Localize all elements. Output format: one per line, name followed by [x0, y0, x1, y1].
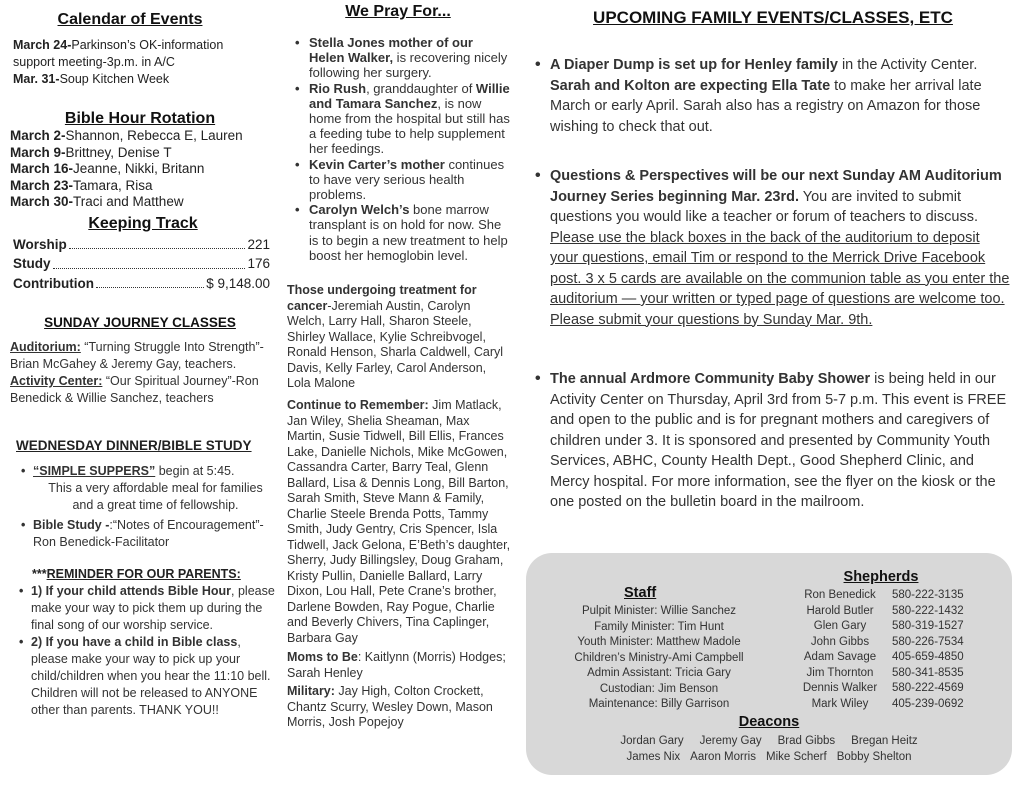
staff-line: Admin Assistant: Tricia Gary: [587, 667, 731, 679]
pray-list: [285, 35, 511, 263]
reminder-item: • 1) If your child attends Bible Hour, please make your way to pick them up during the final song of our worship service.: [18, 583, 276, 634]
bible-study-item: • Bible Study -:“Notes of Encouragement”-Ron Benedick-Facilitator: [20, 517, 272, 551]
bible-hour-item: March 30-Traci and Matthew: [10, 194, 184, 209]
staff-line: Pulpit Minister: Willie Sanchez: [581, 605, 737, 617]
staff-line: Custodian: Jim Benson: [599, 682, 719, 695]
shepherd-row: Jim Thornton 580-341-8535: [806, 666, 964, 679]
deacon-row: [526, 750, 1012, 766]
reminder-item: • 2) If you have a child in Bible class, please make your way to pick up your child/children when you hear the 11:10 bell. Children will not be released to ANYONE other than parents. THANK YOU!!: [18, 634, 276, 719]
deacon-name: James Nix: [626, 750, 681, 763]
shepherd-row: Glen Gary 580-319-1527: [813, 620, 964, 632]
military-block: Military: Jay High, Colton Crockett, Chantz Scurry, Wesley Down, Mason Morris, Josh Popejoy: [287, 684, 493, 729]
deacon-name: Mike Scherf: [765, 750, 827, 763]
staff-line: Family Minister: Tim Hunt: [594, 620, 724, 633]
shepherd-row: John Gibbs 580-226-7534: [810, 635, 964, 648]
suppers-note: This a very affordable meal for families and a great time of fellowship.: [48, 481, 263, 512]
remember-block: Continue to Remember: Jim Matlack, Jan Wiley, Shelia Sheaman, Max Martin, Susie Tidwell, Bill Ellis, Frances Lake, Danielle Nichols, Mike McGowen, Cassandra Carter, Barry Teal, Glenn Ballard, Lisa & Dennis Long, Bill Barton, Sarah Smith, Steve Mann & Family, Charlie Steele Brenda Potts, Tammy Smith, Judy Gentry, Cris Spencer, Isla Tidwell, Jack Gelona, E’Beth’s daughter, Sherry, Judy Billingsley, Doug Graham, Kristy Pullin, Danielle Ballard, Larry Dixon, Lou Hall, Pete Crane’s brother, Darlene Bowden, Ray Pogue, Charlie and Beverly Chivers, Tina Caplinger, Barbara Gay: [287, 398, 511, 645]
shepherd-row: Dennis Walker 580-222-4569: [802, 682, 964, 694]
shepherds-title: Shepherds: [843, 569, 919, 585]
deacon-name: Jeremy Gay: [699, 735, 762, 747]
pray-item: • Rio Rush, granddaughter of Willie and Tamara Sanchez, is now home from the hospital but still has a feeding tube to help supplement her feedings.: [285, 81, 511, 157]
shepherd-row: Adam Savage 405-659-4850: [803, 651, 964, 663]
pray-item: • Kevin Carter’s mother continues to have very serious health problems.: [285, 157, 511, 203]
bible-hour-item: March 23-Tamara, Risa: [10, 177, 153, 193]
calendar-title: Calendar of Events: [57, 11, 203, 28]
deacon-name: Jordan Gary: [620, 735, 684, 747]
deacons-list: [526, 734, 1012, 765]
bible-hour-title: Bible Hour Rotation: [64, 110, 216, 127]
cancer-block: Those undergoing treatment for cancer-Jeremiah Austin, Carolyn Welch, Larry Hall, Sharon Steele, Shirley Wallace, Kylie Schreibvogel, Ronald Henson, Sharla Caldwell, Caryl Davis, Kelly Farley, Carol Anderson, Lola Malone: [287, 283, 504, 390]
activity-center-class: Activity Center: “Our Spiritual Journey”-Ron Benedick & Willie Sanchez, teachers: [10, 374, 259, 405]
reminder-title: ***REMINDER FOR OUR PARENTS:: [32, 567, 241, 581]
events-list: [533, 369, 1011, 513]
deacon-name: Bregan Heitz: [851, 735, 918, 747]
track-row-contribution: Contribution $ 9,148.00: [13, 275, 270, 291]
event-questions-perspectives: • Questions & Perspectives will be our next Sunday AM Auditorium Journey Series beginning Mar. 23rd. You are invited to submit questions you would like a teacher or forum of teachers to discuss. Please use the black boxes in the back of the auditorium to deposit your questions, email Tim or respond to the Merrick Drive Facebook post. 3 x 5 cards are available on the communion table as you enter the auditorium — your written or typed page of questions are welcome too. Please submit your questions by Sunday Mar. 9th.: [533, 166, 1011, 330]
moms-block: Moms to Be: Kaitlynn (Morris) Hodges; Sarah Henley: [287, 650, 506, 680]
deacon-row: [526, 734, 1012, 750]
deacon-name: Brad Gibbs: [777, 735, 836, 747]
shepherds-list: [796, 588, 996, 712]
events-list: [533, 166, 1011, 330]
pray-item: • Carolyn Welch’s bone marrow transplant is on hold for now. She is to begin a new treatment to help boost her hemoglobin level.: [285, 202, 511, 263]
staff-line: Children’s Ministry-Ami Campbell: [574, 651, 744, 664]
staff-title: Staff: [624, 585, 657, 601]
calendar-item: Mar. 31-Soup Kitchen Week: [13, 72, 170, 86]
staff-line: Youth Minister: Matthew Madole: [577, 636, 741, 648]
track-row-study: Study 176: [13, 256, 270, 272]
bible-hour-item: March 9-Brittney, Denise T: [10, 144, 172, 160]
keeping-track-title: Keeping Track: [88, 215, 198, 232]
wednesday-list: [20, 463, 272, 551]
deacon-name: Aaron Morris: [690, 750, 756, 763]
events-list: [533, 55, 1011, 137]
events-title: UPCOMING FAMILY EVENTS/CLASSES, ETC: [593, 8, 953, 27]
pray-item: • Stella Jones mother of our Helen Walker, is recovering nicely following her surgery.: [285, 35, 511, 81]
journey-classes-body: [10, 339, 272, 407]
auditorium-class: Auditorium: “Turning Struggle Into Strength”-Brian McGahey & Jeremy Gay, teachers.: [10, 340, 264, 371]
journey-classes-title: SUNDAY JOURNEY CLASSES: [44, 315, 236, 330]
deacon-name: Bobby Shelton: [836, 750, 912, 763]
bible-hour-list: [10, 128, 272, 211]
event-diaper-dump: • A Diaper Dump is set up for Henley family in the Activity Center. Sarah and Kolton are expecting Ella Tate to make her arrival late March or early April. Sarah also has a registry on Amazon for those wishing to check that out.: [533, 55, 1011, 137]
staff-line: Maintenance: Billy Garrison: [588, 698, 730, 710]
track-row-worship: Worship 221: [13, 237, 270, 252]
shepherd-row: Ron Benedick 580-222-3135: [804, 589, 964, 601]
staff-panel: [526, 553, 1012, 775]
staff-list: [540, 604, 778, 713]
calendar-list: [13, 37, 263, 88]
shepherd-row: Mark Wiley 405-239-0692: [811, 697, 964, 710]
wednesday-title: WEDNESDAY DINNER/BIBLE STUDY: [16, 438, 252, 453]
bible-hour-item: March 2-Shannon, Rebecca E, Lauren: [10, 128, 243, 143]
calendar-item: March 24-Parkinson’s OK-information support meeting-3p.m. in A/C: [13, 38, 224, 69]
event-baby-shower: • The annual Ardmore Community Baby Shower is being held in our Activity Center on Thursday, April 3rd from 5-7 p.m. This event is FREE and open to the public and is for pregnant mothers and caregivers of children under 3. It is sponsored and presented by Community Youth Services, ABHC, County Health Dept., Good Shepherd Clinic, and Mercy hospital. For more information, see the flyer on the kiosk or the one posted on the bulletin board in the mailroom.: [533, 369, 1011, 513]
simple-suppers-item: • “SIMPLE SUPPERS” begin at 5:45. This a very affordable meal for families and a great time of fellowship.: [20, 463, 272, 514]
bible-hour-item: March 16-Jeanne, Nikki, Britann: [10, 161, 205, 176]
pray-title: We Pray For...: [345, 3, 451, 20]
keeping-track-table: [13, 235, 270, 293]
deacons-title: Deacons: [738, 714, 800, 730]
shepherd-row: Harold Butler 580-222-1432: [806, 604, 964, 617]
reminder-list: [18, 583, 276, 719]
